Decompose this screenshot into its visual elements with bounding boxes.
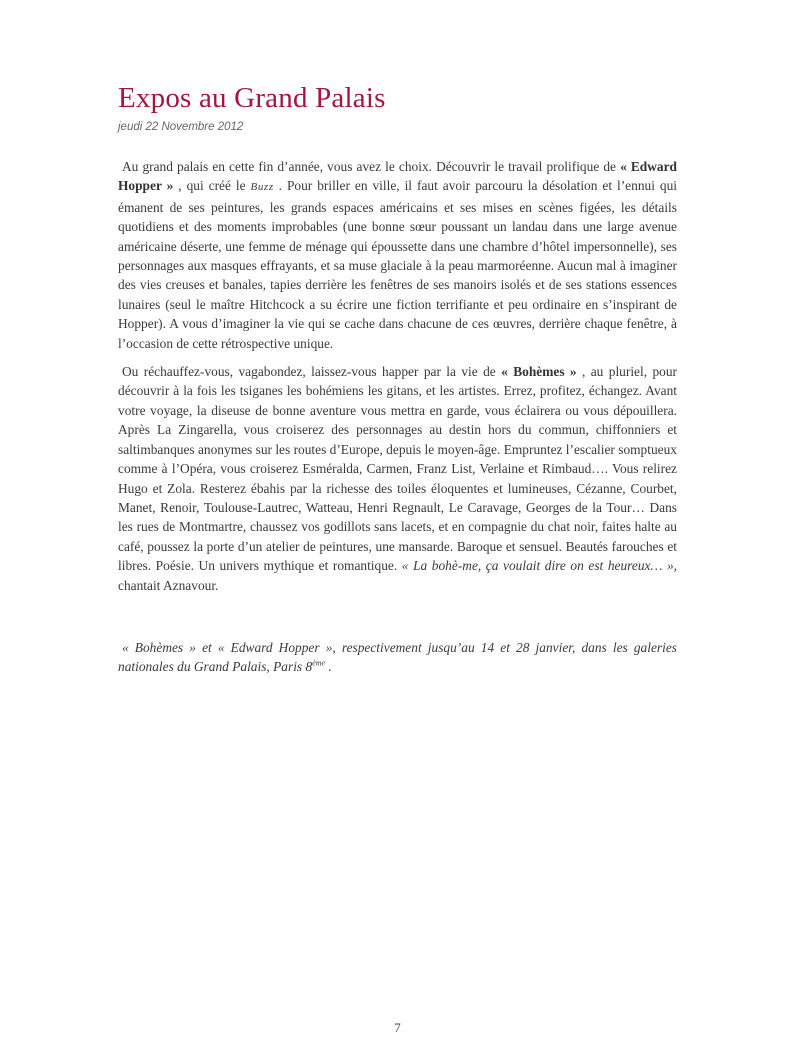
footnote-superscript: ème — [312, 658, 326, 668]
page-number: 7 — [394, 1020, 401, 1035]
exhibition-footnote — [118, 638, 677, 677]
bold-exhibit-name: « Edward Hopper » — [118, 159, 677, 194]
paragraph-text: chantait Aznavour. — [118, 577, 219, 593]
paragraph-text: . Pour briller en ville, il faut avoir parcouru la désolation et l’ennui qui émanent de ses peintures, les grands espaces américains et ses mises en scènes figées, les détails quotidiens et des moments improbables (une bonne sœur poussant un landau dans une large avenue américaine déserte, une femme de ménage qui époussette dans une chambre d’hôtel impersonnelle), ses personnages aux masques effrayants, et sa muse glaciale à la peau marmoréenne. Aucun mal à imaginer des vies creuses et banales, tapies derrière les fenêtres de ses manoirs isolés et de ses stations essences lunaires (seul le maître Hitchcock a su écrire une fiction terrifiante et peu ordinaire en s’inspirant de Hopper). A vous d’imaginer la vie qui se cache dans chacune de ces œuvres, derrière chaque fenêtre, à l’occasion de cette rétrospective unique. — [118, 178, 677, 351]
article-date: jeudi 22 Novembre 2012 — [118, 121, 244, 133]
article-title: Expos au Grand Palais — [118, 82, 386, 114]
paragraph-text: Ou réchauffez-vous, vagabondez, laissez-vous happer par la vie de — [122, 364, 502, 380]
footnote-text: « Bohèmes » et « Edward Hopper », respectivement jusqu’au 14 et 28 janvier, dans les galeries nationales du Grand Palais, Paris 8 — [118, 639, 677, 675]
footnote-end: . — [325, 659, 332, 675]
paragraph-text: , au pluriel, pour découvrir à la fois les tsiganes les bohémiens les gitans, et les artistes. Errez, profitez, échangez. Avant votre voyage, la diseuse de bonne aventure vous mettra en garde, vous éclairera ou vous dépouillera. Après La Zingarella, vous croiserez des personnages au destin hors du commun, chiffonniers et saltimbanques anonymes sur les routes d’Europe, depuis le moyen-âge. Empruntez l’escalier somptueux comme à l’Opéra, vous croiserez Esméralda, Carmen, Franz List, Verlaine et Rimbaud…. Vous relirez Hugo et Zola. Resterez ébahis par la richesse des toiles éloquentes et lumineuses, Cézanne, Courbet, Manet, Renoir, Toulouse-Lautrec, Watteau, Henri Regnault, Le Caravage, Georges de la Tour… Dans les rues de Montmartre, chaussez vos godillots sans lacets, et en compagnie du chat noir, faites halte au café, poussez la porte d’un atelier de peintures, une mansarde. Baroque et sensuel. Beautés farouches et libres. Poésie. Un univers mythique et romantique. — [118, 364, 677, 574]
paragraph-bohemes — [118, 362, 677, 595]
paragraph-hopper — [118, 157, 677, 353]
italic-quote: « La bohè-me, ça voulait dire on est heureux… », — [401, 558, 677, 574]
bold-exhibit-name: « Bohèmes » — [501, 364, 577, 380]
paragraph-text: Au grand palais en cette fin d’année, vous avez le choix. Découvrir le travail prolifique de — [122, 159, 621, 174]
article-body — [118, 157, 677, 595]
article — [118, 80, 677, 677]
italic-word: Buzz — [250, 181, 274, 194]
paragraph-text: , qui créé le — [173, 178, 251, 194]
